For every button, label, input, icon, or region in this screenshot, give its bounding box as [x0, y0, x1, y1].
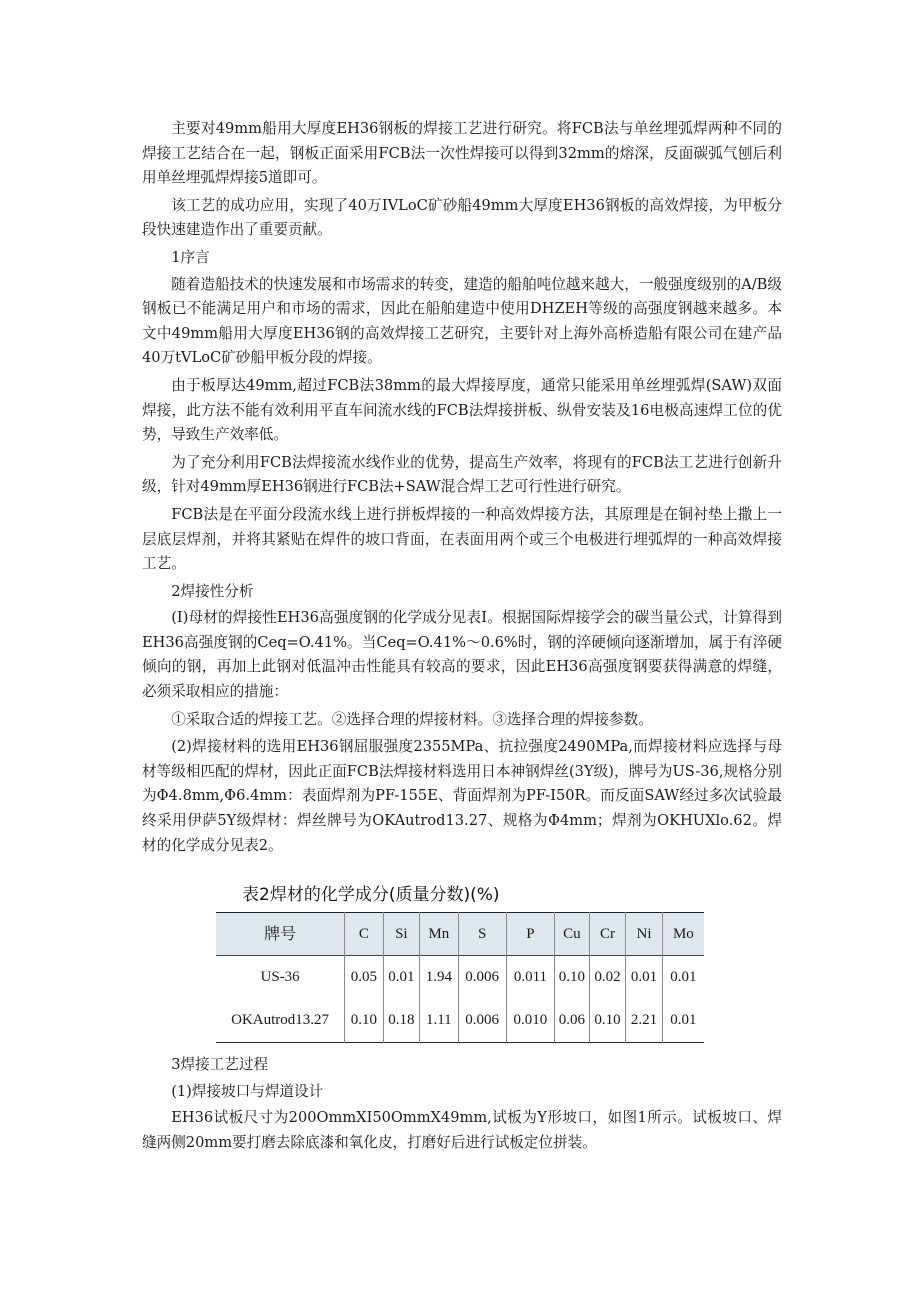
abstract-paragraph-1: 主要对49mm船用大厚度EH36钢板的焊接工艺进行研究。将FCB法与单丝埋弧焊两种不同的焊接工艺结合在一起，钢板正面采用FCB法一次性焊接可以得到32mm的熔深，反面碳弧气刨后利用单丝埋弧焊焊接5道即可。 — [142, 120, 782, 187]
table-row — [216, 999, 704, 1043]
cell-mo: 0.01 — [662, 956, 704, 1000]
section-1-paragraph-2: 由于板厚达49mm,超过FCB法38mm的最大焊接厚度，通常只能采用单丝埋弧焊(SAW)双面焊接，此方法不能有效利用平直车间流水线的FCB法焊接拼板、纵骨安装及16电极高速焊工位的优势，导致生产效率低。 — [142, 376, 782, 444]
table-header-row — [216, 913, 704, 956]
table-row — [216, 956, 704, 1000]
cell-cu: 0.10 — [555, 956, 590, 1000]
cell-mo: 0.01 — [662, 999, 704, 1043]
header-p: P — [506, 913, 554, 956]
section-1-paragraph-4: FCB法是在平面分段流水线上进行拼板焊接的一种高效焊接方法，其原理是在铜衬垫上撒上一层底层焊剂，并将其紧贴在焊件的坡口背面，在表面用两个或三个电极进行埋弧焊的一种高效焊接工艺。 — [142, 505, 782, 573]
cell-si: 0.18 — [383, 999, 420, 1043]
table-2 — [216, 884, 704, 1043]
cell-grade: US-36 — [260, 969, 300, 986]
cell-cr: 0.10 — [589, 999, 626, 1043]
section-3-paragraph: EH36试板尺寸为200OmmXI50OmmX49mm,试板为Y形坡口，如图1所示。试板坡口、焊缝两侧20mm要打磨去除底漆和氧化皮，打磨好后进行试板定位拼装。 — [142, 1109, 782, 1151]
section-1-paragraph-3: 为了充分利用FCB法焊接流水线作业的优势，提高生产效率，将现有的FCB法工艺进行创新升级，针对49mm厚EH36钢进行FCB法+SAW混合焊工艺可行性进行研究。 — [142, 453, 782, 496]
cell-ni: 2.21 — [626, 999, 663, 1043]
cell-ni: 0.01 — [626, 956, 663, 1000]
table-caption: 表2焊材的化学成分(质量分数)(%) — [242, 885, 500, 906]
cell-mn: 1.11 — [420, 999, 458, 1043]
header-grade: 牌号 — [264, 923, 297, 943]
section-2-paragraph-2: ①采取合适的焊接工艺。②选择合理的焊接材料。③选择合理的焊接参数。 — [171, 710, 653, 728]
document-page — [142, 117, 782, 1159]
header-s: S — [458, 913, 506, 956]
cell-p: 0.010 — [506, 999, 554, 1043]
section-2-paragraph-3: (2)焊接材料的选用EH36钢屈服强度2355MPa、抗拉强度2490MPa,而焊接材料应选择与母材等级相匹配的焊材，因此正面FCB法焊接材料选用日本神钢焊丝(3Y级)，牌号为US-36,规格分别为Φ4.8mm,Φ6.4mm：表面焊剂为PF-155E、背面焊剂为PF-I50R。而反面SAW经过多次试验最终采用伊萨5Y级焊材：焊丝牌号为OKAutrod13.27、规格为Φ4mm；焊剂为OKHUXlo.62。焊材的化学成分见表2。 — [142, 738, 782, 854]
abstract-paragraph-2: 该工艺的成功应用，实现了40万IVLoC矿砂船49mm大厚度EH36钢板的高效焊接，为甲板分段快速建造作出了重要贡献。 — [142, 196, 782, 239]
composition-table — [216, 912, 704, 1043]
header-c: C — [345, 913, 383, 956]
cell-mn: 1.94 — [420, 956, 458, 1000]
section-3-subheading: (1)焊接坡口与焊道设计 — [171, 1082, 324, 1100]
header-mn: Mn — [420, 913, 458, 956]
header-cr: Cr — [589, 913, 626, 956]
section-3 — [142, 1053, 782, 1155]
section-1-paragraph-1: 随着造船技术的快速发展和市场需求的转变，建造的船舶吨位越来越大，一般强度级别的A/B级钢板已不能满足用户和市场的需求，因此在船舶建造中使用DHZEH等级的高强度钢越来越多。本文中49mm船用大厚度EH36钢的高效焊接工艺研究，主要针对上海外高桥造船有限公司在建产品40万tVLoC矿砂船甲板分段的焊接。 — [142, 275, 782, 367]
cell-si: 0.01 — [383, 956, 420, 1000]
cell-c: 0.10 — [345, 999, 383, 1043]
cell-cu: 0.06 — [555, 999, 590, 1043]
header-mo: Mo — [662, 913, 704, 956]
header-ni: Ni — [626, 913, 663, 956]
header-si: Si — [383, 913, 420, 956]
section-2-paragraph-1: (I)母材的焊接性EH36高强度钢的化学成分见表I。根据国际焊接学会的碳当量公式，计算得到EH36高强度钢的Ceq=O.41%。当Ceq=O.41%～0.6%时，钢的淬硬倾向逐渐增加，属于有淬硬倾向的钢，再加上此钢对低温冲击性能具有较高的要求，因此EH36高强度钢要获得满意的焊缝，必须采取相应的措施： — [142, 609, 782, 701]
header-cu: Cu — [555, 913, 590, 956]
cell-s: 0.006 — [458, 956, 506, 1000]
cell-p: 0.011 — [506, 956, 554, 1000]
cell-cr: 0.02 — [589, 956, 626, 1000]
section-3-heading: 3焊接工艺过程 — [171, 1056, 269, 1074]
cell-c: 0.05 — [345, 956, 383, 1000]
section-2-heading: 2焊接性分析 — [171, 582, 254, 600]
section-1-heading: 1序言 — [171, 248, 210, 266]
cell-grade: OKAutrod13.27 — [231, 1012, 330, 1029]
cell-s: 0.006 — [458, 999, 506, 1043]
